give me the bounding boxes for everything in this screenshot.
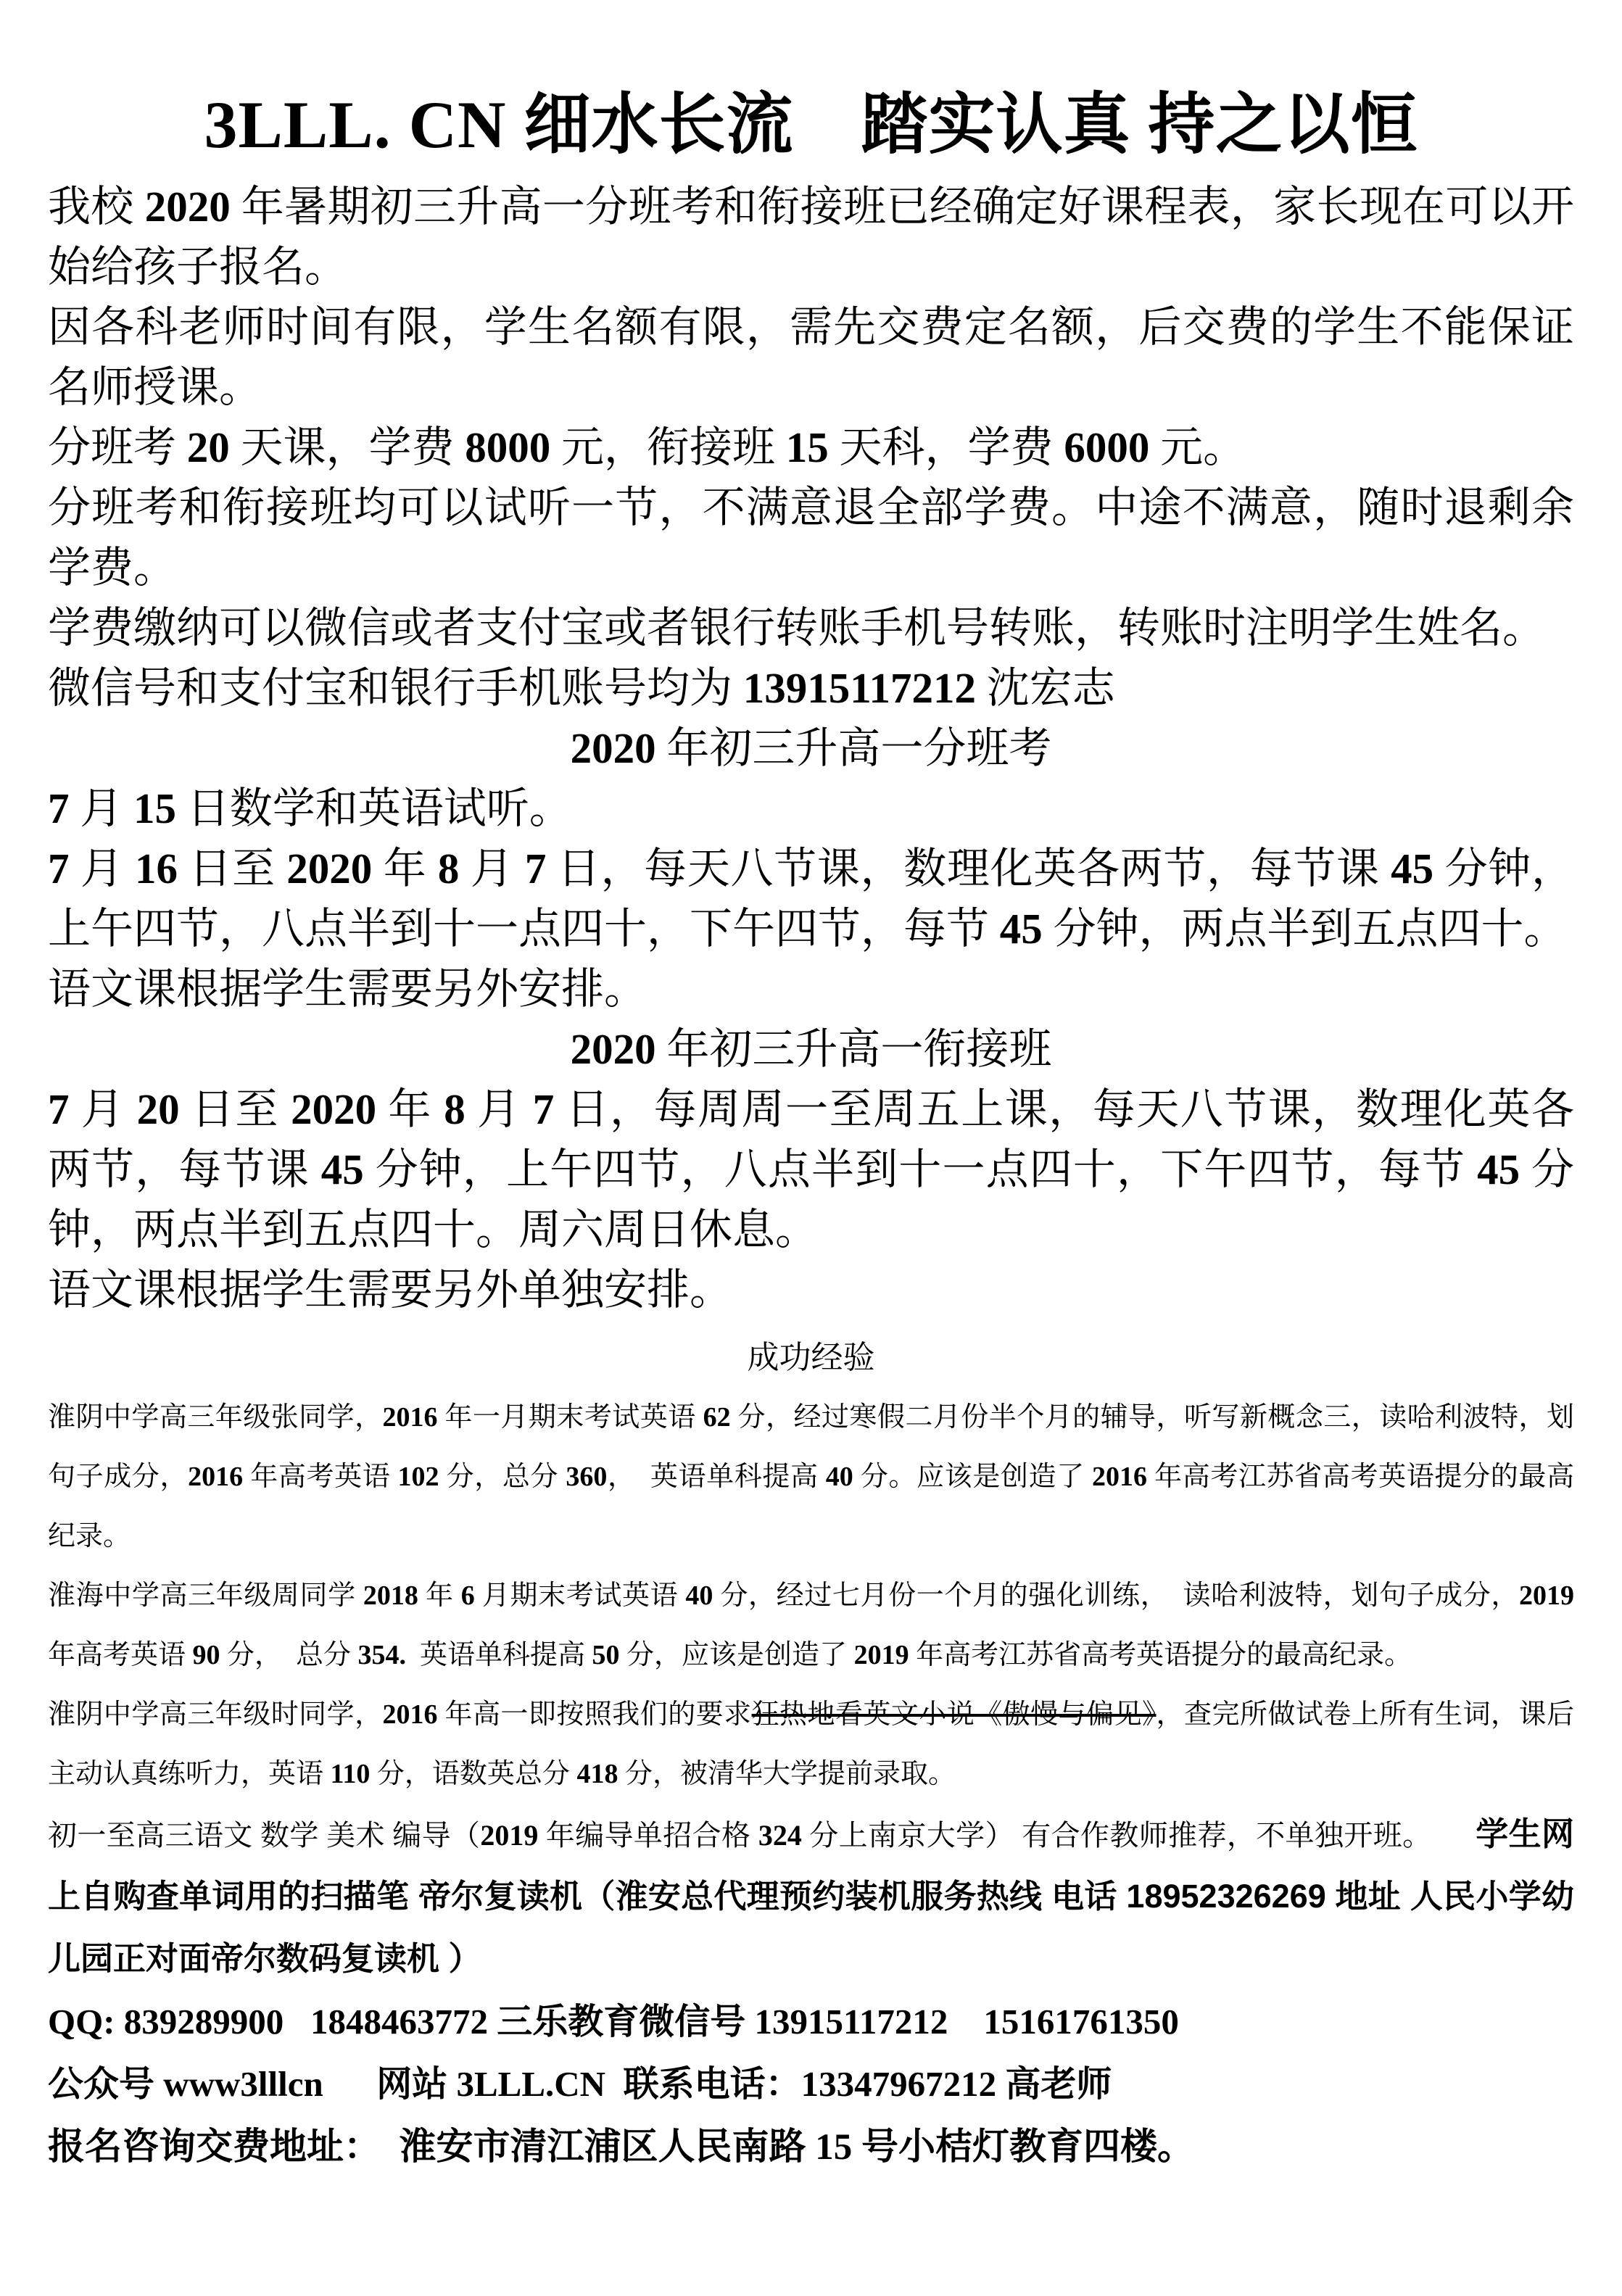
page-title: 3LLL. CN 细水长流 踏实认真 持之以恒 xyxy=(204,88,1418,162)
intro-paragraph-tuition: 分班考 20 天课，学费 8000 元，衔接班 15 天科，学费 6000 元。 xyxy=(48,423,1246,471)
intro-paragraph-payment: 学费缴纳可以微信或者支付宝或者银行转账手机号转账，转账时注明学生姓名。 xyxy=(48,603,1546,652)
placement-exam-chinese-note: 语文课根据学生需要另外安排。 xyxy=(48,964,647,1013)
intro-paragraph-refund: 分班考和衔接班均可以试听一节，不满意退全部学费。中途不满意，随时退剩余学费。 xyxy=(48,483,1574,592)
success-story-zhou: 淮海中学高三年级周同学 2018 年 6 月期末考试英语 40 分，经过七月份一个月的强化训练， 读哈利波特，划句子成分，2019 年高考英语 90 分， 总分 354. 英语单科提高 50 分，应该是创造了 2019 年高考江苏省高考英语提分的最高纪录。 xyxy=(48,1580,1581,1670)
success-story-shi xyxy=(48,1685,1574,1804)
scanner-pen-repeater-text: 学生网上自购查单词用的扫描笔 帝尔复读机（淮安总代理预约装机服务热线 电话 18952326269 地址 人民小学幼儿园正对面帝尔数码复读机 ） xyxy=(48,1815,1575,1977)
qq-wechat-contact-line: QQ: 839289900 1848463772 三乐教育微信号 13915117212 15161761350 xyxy=(48,2001,1179,2042)
bridge-class-schedule: 7 月 20 日至 2020 年 8 月 7 日，每周周一至周五上课，每天八节课，数理化英各两节，每节课 45 分钟，上午四节，八点半到十一点四十，下午四节，每节 45 分钟，两点半到五点四十。周六周日休息。 xyxy=(48,1085,1574,1253)
placement-exam-heading: 2020 年初三升高一分班考 xyxy=(570,724,1052,772)
other-courses-text: 初一至高三语文 数学 美术 编导（2019 年编导单招合格 324 分上南京大学） 有合作教师推荐，不单独开班。 xyxy=(48,1818,1476,1852)
success-story-shi-before: 淮阴中学高三年级时同学，2016 年高一即按照我们的要求 xyxy=(48,1699,752,1730)
other-courses-line xyxy=(48,1804,1574,1991)
placement-exam-trial-date: 7 月 15 日数学和英语试听。 xyxy=(48,784,572,832)
registration-address-line: 报名咨询交费地址： 淮安市清江浦区人民南路 15 号小桔灯教育四楼。 xyxy=(48,2126,1195,2168)
placement-exam-schedule: 7 月 16 日至 2020 年 8 月 7 日，每天八节课，数理化英各两节，每节课 45 分钟，上午四节，八点半到十一点四十，下午四节，每节 45 分钟，两点半到五点四十。 xyxy=(48,844,1574,953)
success-story-zhang: 淮阴中学高三年级张同学，2016 年一月期末考试英语 62 分，经过寒假二月份半个月的辅导，听写新概念三，读哈利波特，划句子成分，2016 年高考英语 102 分，总分 360， 英语单科提高 40 分。应该是创造了 2016 年高考江苏省高考英语提分的最高纪录。 xyxy=(48,1401,1574,1551)
intro-paragraph-account: 微信号和支付宝和银行手机账号均为 13915117212 沈宏志 xyxy=(48,663,1115,712)
success-experience-heading: 成功经验 xyxy=(747,1339,875,1375)
bridge-class-chinese-note: 语文课根据学生需要另外单独安排。 xyxy=(48,1265,733,1314)
intro-paragraph-quota: 因各科老师时间有限，学生名额有限，需先交费定名额，后交费的学生不能保证名师授课。 xyxy=(48,302,1574,411)
bridge-class-heading: 2020 年初三升高一衔接班 xyxy=(570,1024,1052,1073)
success-story-shi-after: ，查完所做试卷上所有生词，课后主动认真练听力，英语 110 分，语数英总分 418 分，被清华大学提前录取。 xyxy=(48,1699,1574,1789)
success-story-shi-strikethrough-text: 狂热地看英文小说《傲慢与偏见》 xyxy=(751,1699,1156,1730)
intro-paragraph-signup: 我校 2020 年暑期初三升高一分班考和衔接班已经确定好课程表，家长现在可以开始给孩子报名。 xyxy=(48,182,1574,291)
public-account-website-line: 公众号 www3lllcn 网站 3LLL.CN 联系电话：13347967212 高老师 xyxy=(48,2063,1112,2104)
